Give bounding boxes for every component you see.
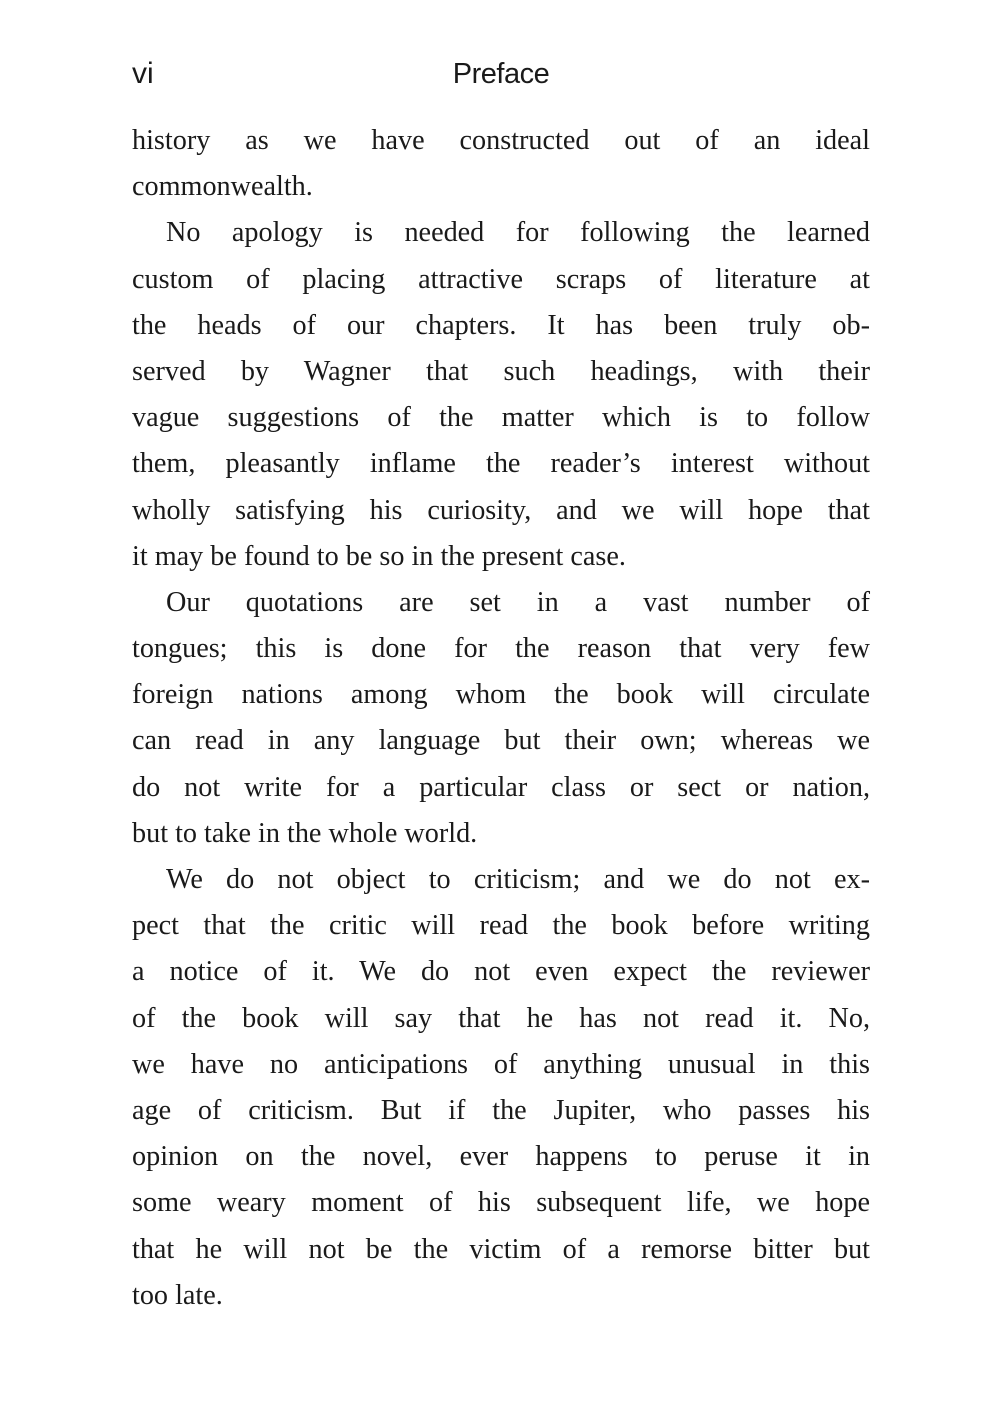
running-head: [132, 52, 870, 96]
text-line: them, pleasantly inflame the reader’s interest without: [132, 448, 870, 480]
text-line: but to take in the whole world.: [132, 817, 478, 849]
text-line: We do not object to criticism; and we do not ex-: [166, 864, 870, 895]
text-line: custom of placing attractive scraps of literature at: [132, 263, 870, 295]
text-line: Our quotations are set in a vast number of: [166, 586, 870, 618]
text-line: can read in any language but their own; whereas we: [132, 725, 870, 757]
text-line: it may be found to be so in the present case.: [132, 540, 626, 572]
text-line: tongues; this is done for the reason that very few: [132, 633, 870, 665]
text-line: do not write for a particular class or sect or nation,: [132, 771, 870, 803]
text-line: opinion on the novel, ever happens to peruse it in: [132, 1141, 870, 1173]
paragraph-3: [132, 580, 870, 857]
text-line: wholly satisfying his curiosity, and we will hope that: [132, 494, 870, 526]
paragraph-1: [132, 118, 870, 210]
text-line: we have no anticipations of anything unusual in this: [132, 1048, 870, 1080]
paragraph-4: [132, 857, 870, 1319]
body-text: [132, 118, 870, 1319]
text-line: of the book will say that he has not read it. No,: [132, 1002, 870, 1034]
text-line: history as we have constructed out of an ideal: [132, 125, 870, 156]
text-line: the heads of our chapters. It has been truly ob-: [132, 309, 870, 341]
text-line: a notice of it. We do not even expect the reviewer: [132, 956, 870, 988]
text-line: that he will not be the victim of a remorse bitter but: [132, 1233, 870, 1265]
text-line: pect that the critic will read the book before writing: [132, 910, 870, 942]
text-line: some weary moment of his subsequent life, we hope: [132, 1187, 870, 1219]
paragraph-2: [132, 210, 870, 580]
text-line: served by Wagner that such headings, with their: [132, 355, 870, 387]
text-line: No apology is needed for following the learned: [166, 217, 870, 249]
running-title: Preface: [452, 58, 550, 90]
page-number: vi: [132, 57, 154, 90]
text-line: commonwealth.: [132, 171, 313, 203]
text-line: age of criticism. But if the Jupiter, who passes his: [132, 1094, 870, 1126]
text-line: too late.: [132, 1279, 223, 1311]
text-line: vague suggestions of the matter which is to follow: [132, 402, 870, 434]
text-line: foreign nations among whom the book will circulate: [132, 679, 870, 711]
